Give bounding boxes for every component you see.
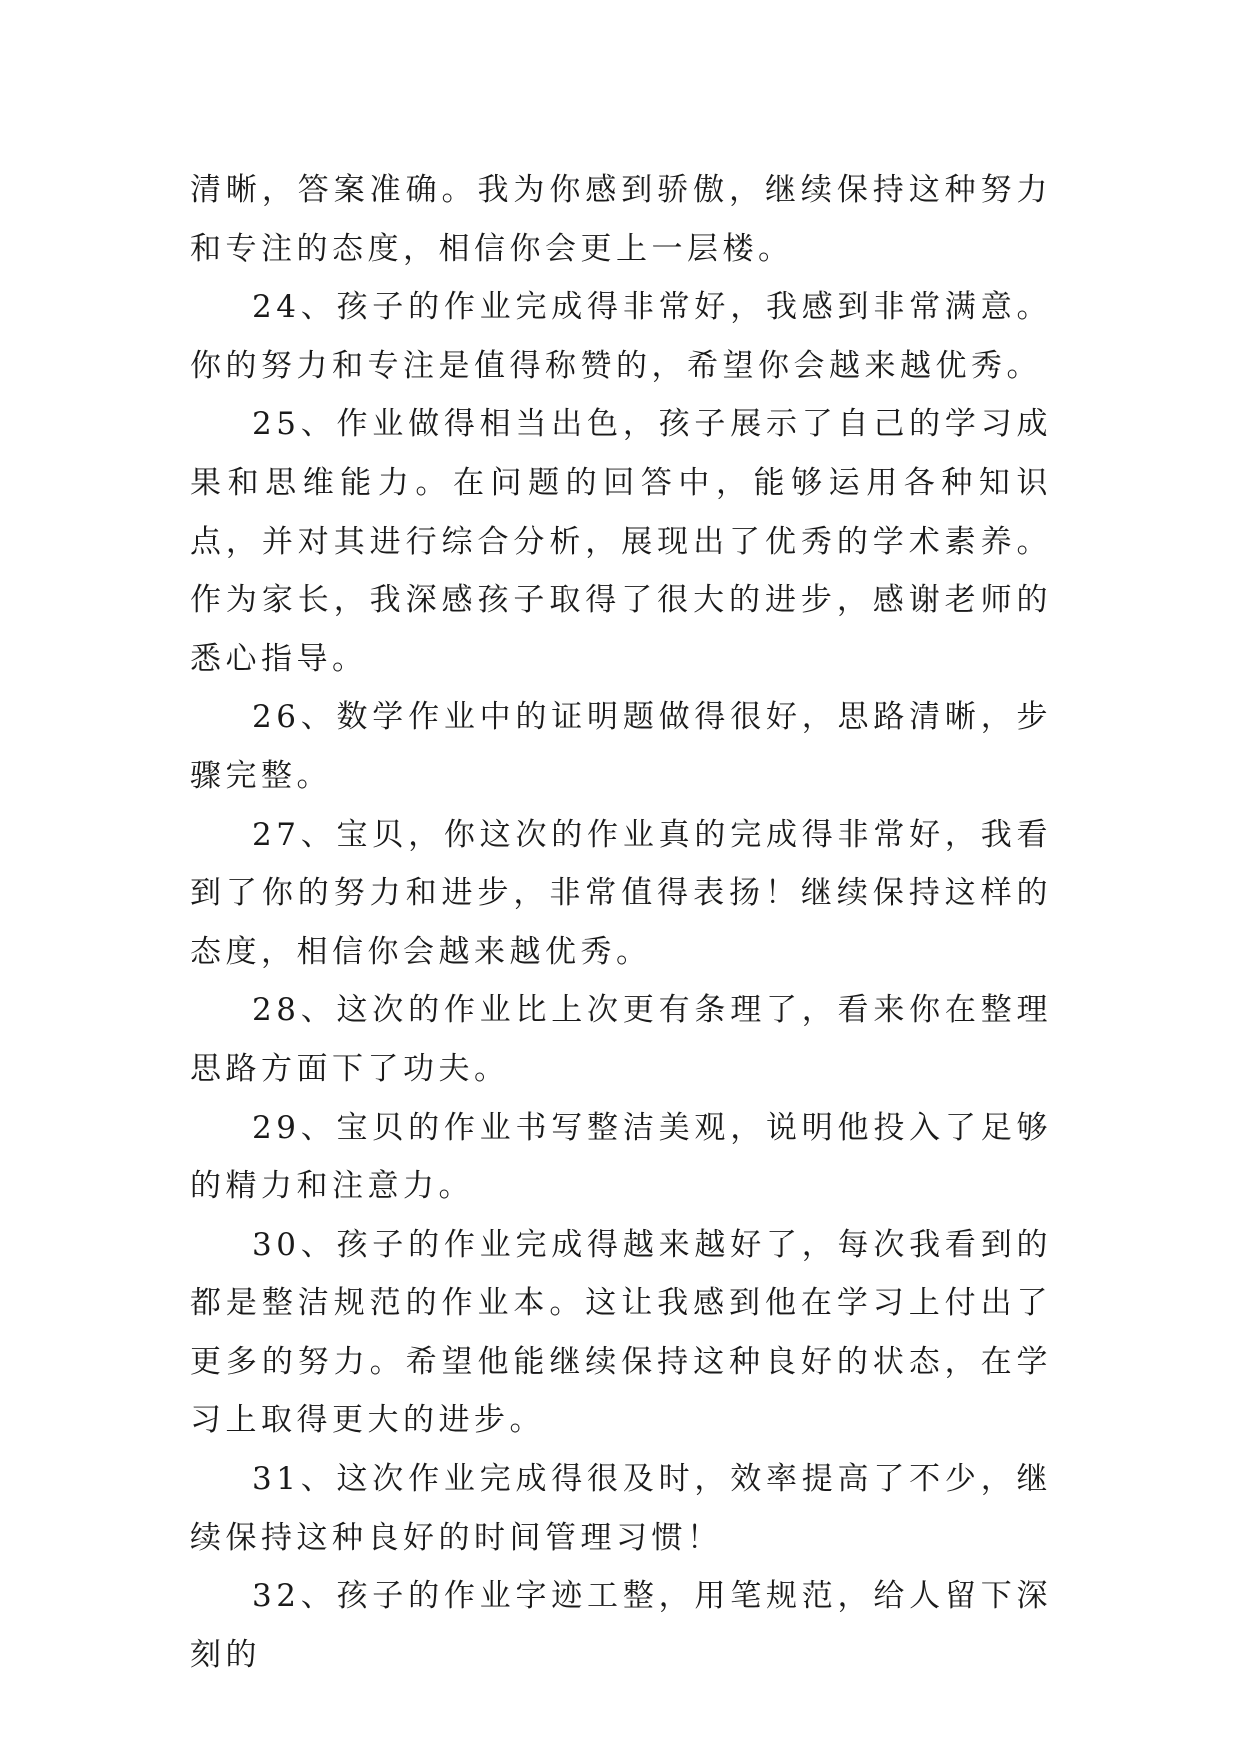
- paragraph-23-continued: 清晰，答案准确。我为你感到骄傲，继续保持这种努力和专注的态度，相信你会更上一层楼。: [190, 172, 1052, 267]
- paragraph-30: 30、孩子的作业完成得越来越好了，每次我看到的都是整洁规范的作业本。这让我感到他在学习上付出了更多的努力。希望他能继续保持这种良好的状态，在学习上取得更大的进步。: [190, 1226, 1052, 1439]
- document-body: [190, 161, 1052, 1684]
- paragraph-24: 24、孩子的作业完成得非常好，我感到非常满意。你的努力和专注是值得称赞的，希望你会越来越优秀。: [190, 289, 1052, 384]
- paragraph-28: 28、这次的作业比上次更有条理了，看来你在整理思路方面下了功夫。: [190, 992, 1052, 1087]
- paragraph-27: 27、宝贝，你这次的作业真的完成得非常好，我看到了你的努力和进步，非常值得表扬！继续保持这样的态度，相信你会越来越优秀。: [190, 816, 1052, 970]
- paragraph-25: 25、作业做得相当出色，孩子展示了自己的学习成果和思维能力。在问题的回答中，能够运用各种知识点，并对其进行综合分析，展现出了优秀的学术素养。作为家长，我深感孩子取得了很大的进步，感谢老师的悉心指导。: [190, 406, 1052, 677]
- paragraph-29: 29、宝贝的作业书写整洁美观，说明他投入了足够的精力和注意力。: [190, 1109, 1052, 1205]
- paragraph-32: 32、孩子的作业字迹工整，用笔规范，给人留下深刻的: [190, 1578, 1052, 1673]
- paragraph-31: 31、这次作业完成得很及时，效率提高了不少，继续保持这种良好的时间管理习惯！: [190, 1461, 1052, 1556]
- paragraph-26: 26、数学作业中的证明题做得很好，思路清晰，步骤完整。: [190, 699, 1052, 794]
